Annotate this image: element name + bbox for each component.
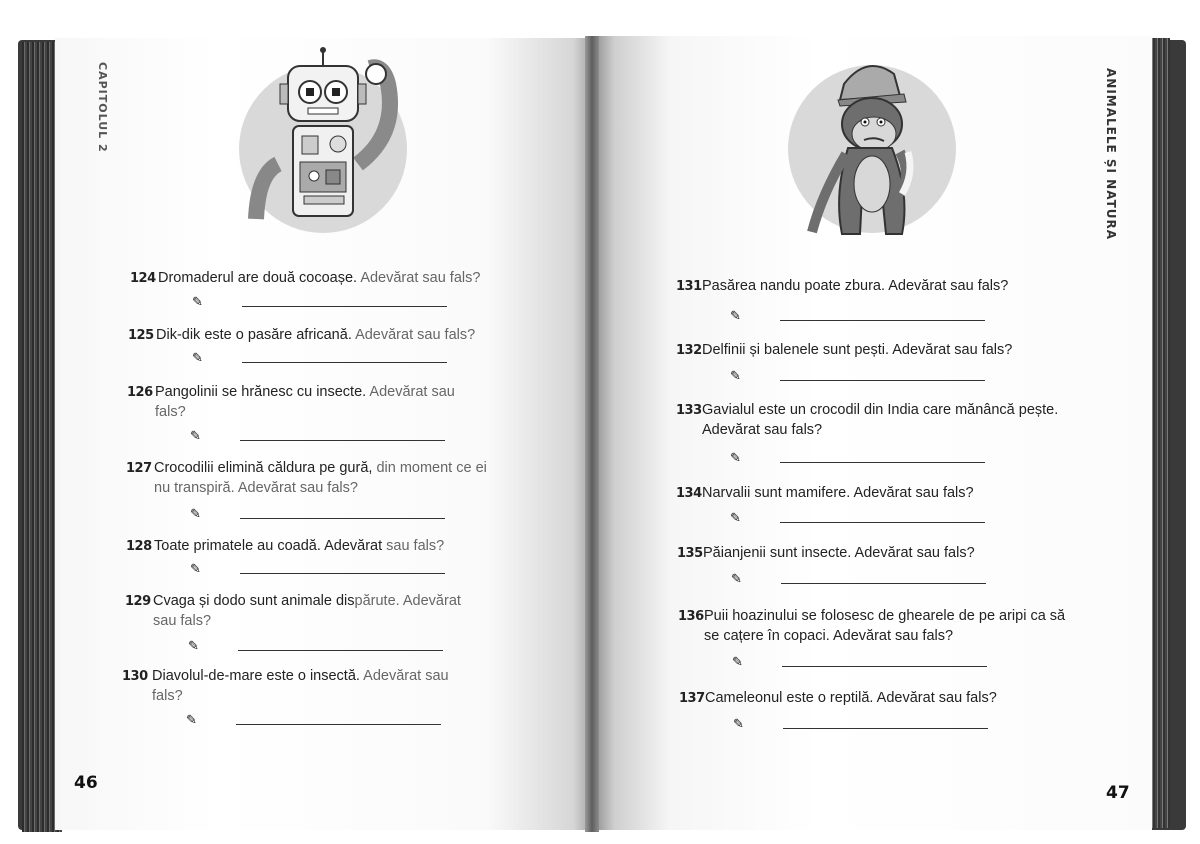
answer-underline [782, 666, 987, 667]
pencil-icon: ✎ [730, 510, 741, 525]
answer-line-125[interactable] [192, 352, 452, 366]
question-126 [127, 382, 482, 422]
pencil-icon: ✎ [186, 712, 197, 727]
answer-underline [780, 380, 985, 381]
pencil-icon: ✎ [192, 350, 203, 365]
question-129 [125, 591, 487, 631]
question-tail: Adevărat sau fals? [357, 270, 481, 286]
question-number: 125 [128, 328, 154, 343]
answer-underline [781, 583, 986, 584]
pencil-icon: ✎ [190, 506, 201, 521]
pencil-icon: ✎ [192, 294, 203, 309]
pencil-icon: ✎ [733, 716, 744, 731]
answer-line-132[interactable] [730, 370, 1000, 384]
answer-line-128[interactable] [190, 563, 450, 577]
question-number: 133 [676, 403, 702, 418]
monkey-detective-illustration [782, 44, 962, 244]
answer-underline [236, 724, 441, 725]
question-text: Dik-dik este o pasăre africană. [156, 327, 352, 343]
question-134 [676, 483, 1066, 503]
answer-line-129[interactable] [188, 640, 450, 654]
question-text: Pasărea nandu poate zbura. Adevărat sau fals? [702, 278, 1009, 294]
page-number-left: 46 [74, 773, 98, 793]
question-tail: Adevărat sau fals? [351, 327, 476, 343]
question-text: Cvaga și dodo sunt animale dis [153, 593, 355, 609]
question-number: 127 [126, 461, 152, 476]
question-tail: sau fals? [382, 538, 445, 554]
page-number-right: 47 [1106, 783, 1130, 803]
question-text: Puii hoazinului se folosesc de ghearele de pe aripi ca să se cațere în copaci. Adevărat sau fals? [704, 608, 1066, 644]
question-number: 137 [679, 691, 705, 706]
answer-underline [780, 462, 985, 463]
question-132 [676, 340, 1066, 360]
answer-line-130[interactable] [186, 714, 450, 728]
question-number: 132 [676, 343, 702, 358]
answer-line-133[interactable] [730, 452, 1000, 466]
answer-underline [240, 440, 445, 441]
answer-line-131[interactable] [730, 310, 1000, 324]
left-running-head: CAPITOLUL 2 [96, 62, 109, 153]
question-text: Cameleonul este o reptilă. Adevărat sau fals? [705, 690, 997, 706]
question-tail: părute. Adevărat sau fals? [153, 593, 461, 629]
question-number: 134 [676, 486, 702, 501]
question-131 [676, 276, 1066, 296]
answer-underline [780, 522, 985, 523]
question-125 [128, 325, 498, 345]
question-127 [126, 458, 498, 498]
pencil-icon: ✎ [190, 561, 201, 576]
answer-line-135[interactable] [731, 573, 1003, 587]
question-number: 129 [125, 594, 151, 609]
answer-underline [783, 728, 988, 729]
question-128 [126, 536, 498, 556]
pencil-icon: ✎ [730, 368, 741, 383]
question-tail: Adevărat sau fals? [152, 668, 449, 704]
question-136 [678, 606, 1068, 646]
answer-line-124[interactable] [192, 296, 452, 310]
question-133 [676, 400, 1061, 440]
answer-line-136[interactable] [732, 656, 1004, 670]
answer-line-134[interactable] [730, 512, 1002, 526]
question-tail: Adevărat sau fals? [155, 384, 455, 420]
question-text: Narvalii sunt mamifere. Adevărat sau fals? [702, 485, 974, 501]
pencil-icon: ✎ [730, 308, 741, 323]
question-number: 124 [130, 271, 156, 286]
pencil-icon: ✎ [730, 450, 741, 465]
answer-underline [242, 306, 447, 307]
answer-line-127[interactable] [190, 508, 450, 522]
question-number: 131 [676, 279, 702, 294]
pencil-icon: ✎ [732, 654, 743, 669]
pencil-icon: ✎ [188, 638, 199, 653]
question-number: 135 [677, 546, 703, 561]
answer-underline [240, 518, 445, 519]
right-running-head: ANIMALELE ȘI NATURA [1104, 68, 1118, 241]
question-tail: din moment ce ei nu transpiră. Adevărat sau fals? [154, 460, 487, 496]
question-130 [122, 666, 482, 706]
question-text: Pangolinii se hrănesc cu insecte. [155, 384, 367, 400]
question-135 [677, 543, 1067, 563]
answer-underline [238, 650, 443, 651]
robot-illustration [238, 44, 408, 234]
question-number: 136 [678, 609, 704, 624]
answer-underline [240, 573, 445, 574]
question-number: 128 [126, 539, 152, 554]
answer-line-126[interactable] [190, 430, 450, 444]
answer-underline [780, 320, 985, 321]
question-text: Delfinii și balenele sunt pești. Adevărat sau fals? [702, 342, 1013, 358]
question-text: Păianjenii sunt insecte. Adevărat sau fals? [703, 545, 975, 561]
question-text: Crocodilii elimină căldura pe gură, [154, 460, 373, 476]
question-124 [130, 268, 490, 288]
book-gutter [585, 36, 599, 832]
question-text: Dromaderul are două cocoașe. [158, 270, 358, 286]
question-text: Toate primatele au coadă. Adevărat [154, 538, 383, 554]
pencil-icon: ✎ [190, 428, 201, 443]
pencil-icon: ✎ [731, 571, 742, 586]
question-number: 130 [122, 669, 148, 684]
answer-underline [242, 362, 447, 363]
question-text: Gavialul este un crocodil din India care mănâncă pește. Adevărat sau fals? [702, 402, 1059, 438]
question-137 [679, 688, 1069, 708]
answer-line-137[interactable] [733, 718, 1005, 732]
question-number: 126 [127, 385, 153, 400]
question-text: Diavolul-de-mare este o insectă. [152, 668, 360, 684]
